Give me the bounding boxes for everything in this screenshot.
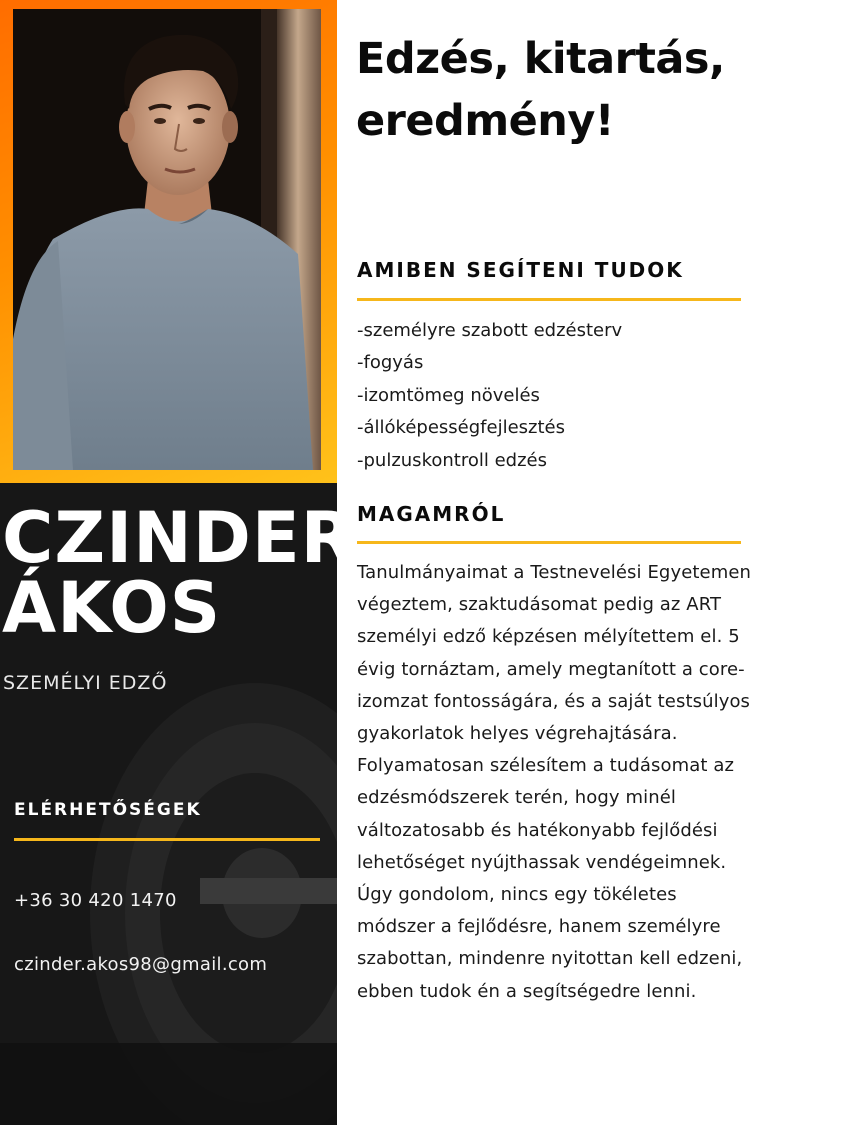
list-item: -pulzuskontroll edzés: [357, 449, 547, 471]
person-name: CZINDER ÁKOS: [2, 497, 356, 649]
list-item: -fogyás: [357, 352, 424, 374]
list-item: -személyre szabott edzésterv: [357, 320, 623, 341]
headline: Edzés, kitartás, eredmény!: [356, 34, 725, 146]
help-section-title: AMIBEN SEGÍTENI TUDOK: [357, 258, 684, 282]
photo-frame: [0, 0, 337, 483]
phone-number[interactable]: +36 30 420 1470: [14, 890, 177, 911]
help-list: [357, 315, 622, 477]
portrait-illustration: [13, 9, 321, 470]
contact-divider: [14, 838, 320, 841]
about-section-divider: [357, 541, 741, 544]
about-section-title: MAGAMRÓL: [357, 502, 506, 526]
email-address[interactable]: czinder.akos98@gmail.com: [14, 954, 268, 975]
person-role: SZEMÉLYI EDZŐ: [3, 672, 168, 694]
contact-section-title: ELÉRHETŐSÉGEK: [14, 800, 202, 820]
list-item: -állóképességfejlesztés: [357, 417, 565, 439]
help-section-divider: [357, 298, 741, 301]
about-text: Tanulmányaimat a Testnevelési Egyetemen végeztem, szaktudásomat pedig az ART személyi edző képzésen mélyítettem el. 5 évig tornáztam, amely megtanított a core-izomzat fontosságára, és a saját testsúlyos gyakorlatok helyes végrehajtására. Folyamatosan szélesítem a tudásomat az edzésmódszerek terén, hogy minél változatosabb és hatékonyabb fejlődési lehetőséget nyújthassak vendégeimnek. Úgy gondolom, nincs egy tökéletes módszer a fejlődésre, hanem személyre szabottan, mindenre nyitottan kell edzeni, ebben tudok én a segítségedre lenni.: [357, 562, 752, 1002]
list-item: -izomtömeg növelés: [357, 384, 540, 406]
profile-photo: [13, 9, 321, 470]
